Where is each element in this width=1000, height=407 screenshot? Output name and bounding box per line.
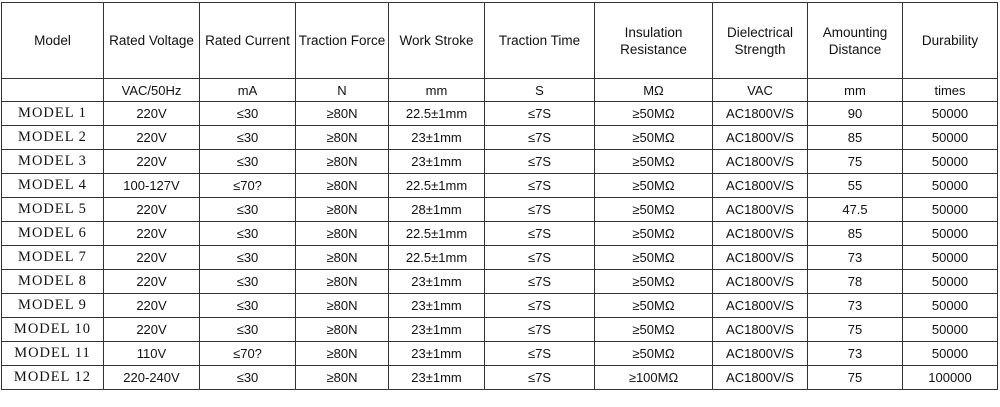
units-row: [2, 79, 998, 102]
cell-insulation-resistance: ≥50MΩ: [595, 174, 713, 198]
cell-durability: 50000: [903, 198, 998, 222]
header-durability: Durability: [903, 3, 998, 79]
cell-work-stroke: 23±1mm: [389, 150, 485, 174]
cell-insulation-resistance: ≥50MΩ: [595, 126, 713, 150]
cell-insulation-resistance: ≥50MΩ: [595, 198, 713, 222]
cell-traction-force: ≥80N: [296, 198, 389, 222]
header-row: [2, 3, 998, 79]
table-row: [2, 174, 998, 198]
cell-dielectrical-strength: AC1800V/S: [713, 150, 808, 174]
cell-rated-current: ≤70?: [200, 174, 296, 198]
unit-amounting-distance: mm: [808, 79, 903, 102]
cell-amounting-distance: 55: [808, 174, 903, 198]
table-row: [2, 366, 998, 390]
cell-work-stroke: 23±1mm: [389, 342, 485, 366]
cell-traction-force: ≥80N: [296, 174, 389, 198]
cell-model: MODEL 2: [2, 126, 104, 150]
header-rated-current: Rated Current: [200, 3, 296, 79]
cell-rated-voltage: 220V: [104, 150, 200, 174]
header-rated-voltage: Rated Voltage: [104, 3, 200, 79]
header-traction-force: Traction Force: [296, 3, 389, 79]
cell-traction-force: ≥80N: [296, 126, 389, 150]
cell-rated-current: ≤30: [200, 246, 296, 270]
table-row: [2, 270, 998, 294]
cell-traction-time: ≤7S: [485, 318, 595, 342]
cell-rated-voltage: 220V: [104, 318, 200, 342]
cell-model: MODEL 7: [2, 246, 104, 270]
cell-model: MODEL 3: [2, 150, 104, 174]
unit-dielectrical-strength: VAC: [713, 79, 808, 102]
cell-model: MODEL 12: [2, 366, 104, 390]
cell-amounting-distance: 73: [808, 342, 903, 366]
cell-dielectrical-strength: AC1800V/S: [713, 222, 808, 246]
cell-dielectrical-strength: AC1800V/S: [713, 366, 808, 390]
table-row: [2, 102, 998, 126]
cell-insulation-resistance: ≥50MΩ: [595, 102, 713, 126]
header-insulation-resistance: Insulation Resistance: [595, 3, 713, 79]
cell-rated-voltage: 100-127V: [104, 174, 200, 198]
cell-rated-current: ≤30: [200, 270, 296, 294]
cell-durability: 50000: [903, 318, 998, 342]
header-model: Model: [2, 3, 104, 79]
cell-rated-voltage: 220V: [104, 102, 200, 126]
cell-model: MODEL 8: [2, 270, 104, 294]
header-work-stroke: Work Stroke: [389, 3, 485, 79]
cell-amounting-distance: 75: [808, 366, 903, 390]
cell-rated-current: ≤30: [200, 102, 296, 126]
cell-work-stroke: 23±1mm: [389, 126, 485, 150]
table-row: [2, 198, 998, 222]
table-body: [2, 102, 998, 390]
cell-insulation-resistance: ≥50MΩ: [595, 246, 713, 270]
cell-traction-time: ≤7S: [485, 198, 595, 222]
cell-traction-time: ≤7S: [485, 126, 595, 150]
cell-work-stroke: 22.5±1mm: [389, 102, 485, 126]
cell-rated-current: ≤30: [200, 222, 296, 246]
cell-rated-voltage: 110V: [104, 342, 200, 366]
cell-amounting-distance: 85: [808, 126, 903, 150]
cell-insulation-resistance: ≥50MΩ: [595, 294, 713, 318]
cell-traction-time: ≤7S: [485, 150, 595, 174]
cell-model: MODEL 5: [2, 198, 104, 222]
cell-amounting-distance: 78: [808, 270, 903, 294]
cell-durability: 50000: [903, 342, 998, 366]
cell-insulation-resistance: ≥50MΩ: [595, 150, 713, 174]
cell-amounting-distance: 85: [808, 222, 903, 246]
cell-durability: 50000: [903, 102, 998, 126]
cell-model: MODEL 11: [2, 342, 104, 366]
cell-traction-force: ≥80N: [296, 102, 389, 126]
cell-work-stroke: 22.5±1mm: [389, 246, 485, 270]
cell-traction-time: ≤7S: [485, 102, 595, 126]
cell-durability: 50000: [903, 294, 998, 318]
table-row: [2, 222, 998, 246]
cell-traction-time: ≤7S: [485, 222, 595, 246]
cell-rated-voltage: 220V: [104, 222, 200, 246]
cell-durability: 100000: [903, 366, 998, 390]
table-row: [2, 246, 998, 270]
cell-work-stroke: 23±1mm: [389, 294, 485, 318]
cell-traction-force: ≥80N: [296, 342, 389, 366]
spec-table: [1, 2, 998, 390]
cell-rated-voltage: 220V: [104, 270, 200, 294]
cell-amounting-distance: 73: [808, 246, 903, 270]
cell-rated-voltage: 220V: [104, 294, 200, 318]
cell-rated-current: ≤30: [200, 150, 296, 174]
cell-dielectrical-strength: AC1800V/S: [713, 174, 808, 198]
cell-traction-time: ≤7S: [485, 294, 595, 318]
cell-traction-time: ≤7S: [485, 174, 595, 198]
cell-rated-voltage: 220V: [104, 198, 200, 222]
cell-durability: 50000: [903, 222, 998, 246]
unit-traction-force: N: [296, 79, 389, 102]
cell-durability: 50000: [903, 270, 998, 294]
cell-work-stroke: 28±1mm: [389, 198, 485, 222]
cell-work-stroke: 22.5±1mm: [389, 174, 485, 198]
cell-rated-current: ≤30: [200, 318, 296, 342]
cell-rated-voltage: 220V: [104, 246, 200, 270]
unit-traction-time: S: [485, 79, 595, 102]
cell-work-stroke: 23±1mm: [389, 366, 485, 390]
cell-durability: 50000: [903, 246, 998, 270]
cell-rated-voltage: 220-240V: [104, 366, 200, 390]
cell-rated-current: ≤30: [200, 294, 296, 318]
cell-traction-time: ≤7S: [485, 366, 595, 390]
table-row: [2, 150, 998, 174]
cell-work-stroke: 22.5±1mm: [389, 222, 485, 246]
cell-traction-force: ≥80N: [296, 222, 389, 246]
unit-rated-voltage: VAC/50Hz: [104, 79, 200, 102]
cell-traction-force: ≥80N: [296, 150, 389, 174]
cell-model: MODEL 6: [2, 222, 104, 246]
cell-insulation-resistance: ≥50MΩ: [595, 222, 713, 246]
unit-work-stroke: mm: [389, 79, 485, 102]
cell-dielectrical-strength: AC1800V/S: [713, 318, 808, 342]
cell-traction-force: ≥80N: [296, 246, 389, 270]
unit-durability: times: [903, 79, 998, 102]
cell-dielectrical-strength: AC1800V/S: [713, 246, 808, 270]
cell-dielectrical-strength: AC1800V/S: [713, 126, 808, 150]
cell-traction-force: ≥80N: [296, 270, 389, 294]
table-row: [2, 342, 998, 366]
cell-dielectrical-strength: AC1800V/S: [713, 294, 808, 318]
cell-insulation-resistance: ≥50MΩ: [595, 318, 713, 342]
cell-traction-force: ≥80N: [296, 366, 389, 390]
cell-amounting-distance: 75: [808, 150, 903, 174]
table-row: [2, 126, 998, 150]
cell-durability: 50000: [903, 150, 998, 174]
unit-insulation-resistance: MΩ: [595, 79, 713, 102]
cell-traction-time: ≤7S: [485, 246, 595, 270]
cell-traction-time: ≤7S: [485, 342, 595, 366]
header-dielectrical-strength: Dielectrical Strength: [713, 3, 808, 79]
header-amounting-distance: Amounting Distance: [808, 3, 903, 79]
cell-work-stroke: 23±1mm: [389, 270, 485, 294]
cell-amounting-distance: 75: [808, 318, 903, 342]
cell-model: MODEL 1: [2, 102, 104, 126]
cell-dielectrical-strength: AC1800V/S: [713, 270, 808, 294]
unit-model: [2, 79, 104, 102]
cell-insulation-resistance: ≥50MΩ: [595, 270, 713, 294]
cell-amounting-distance: 47.5: [808, 198, 903, 222]
cell-traction-time: ≤7S: [485, 270, 595, 294]
cell-traction-force: ≥80N: [296, 318, 389, 342]
header-traction-time: Traction Time: [485, 3, 595, 79]
cell-durability: 50000: [903, 126, 998, 150]
cell-rated-current: ≤30: [200, 366, 296, 390]
cell-rated-current: ≤70?: [200, 342, 296, 366]
cell-model: MODEL 10: [2, 318, 104, 342]
cell-durability: 50000: [903, 174, 998, 198]
cell-rated-current: ≤30: [200, 198, 296, 222]
cell-model: MODEL 9: [2, 294, 104, 318]
cell-amounting-distance: 73: [808, 294, 903, 318]
cell-dielectrical-strength: AC1800V/S: [713, 198, 808, 222]
cell-amounting-distance: 90: [808, 102, 903, 126]
cell-insulation-resistance: ≥100MΩ: [595, 366, 713, 390]
cell-rated-voltage: 220V: [104, 126, 200, 150]
cell-model: MODEL 4: [2, 174, 104, 198]
table-row: [2, 294, 998, 318]
cell-dielectrical-strength: AC1800V/S: [713, 342, 808, 366]
cell-dielectrical-strength: AC1800V/S: [713, 102, 808, 126]
cell-traction-force: ≥80N: [296, 294, 389, 318]
cell-insulation-resistance: ≥50MΩ: [595, 342, 713, 366]
table-row: [2, 318, 998, 342]
unit-rated-current: mA: [200, 79, 296, 102]
cell-rated-current: ≤30: [200, 126, 296, 150]
cell-work-stroke: 23±1mm: [389, 318, 485, 342]
